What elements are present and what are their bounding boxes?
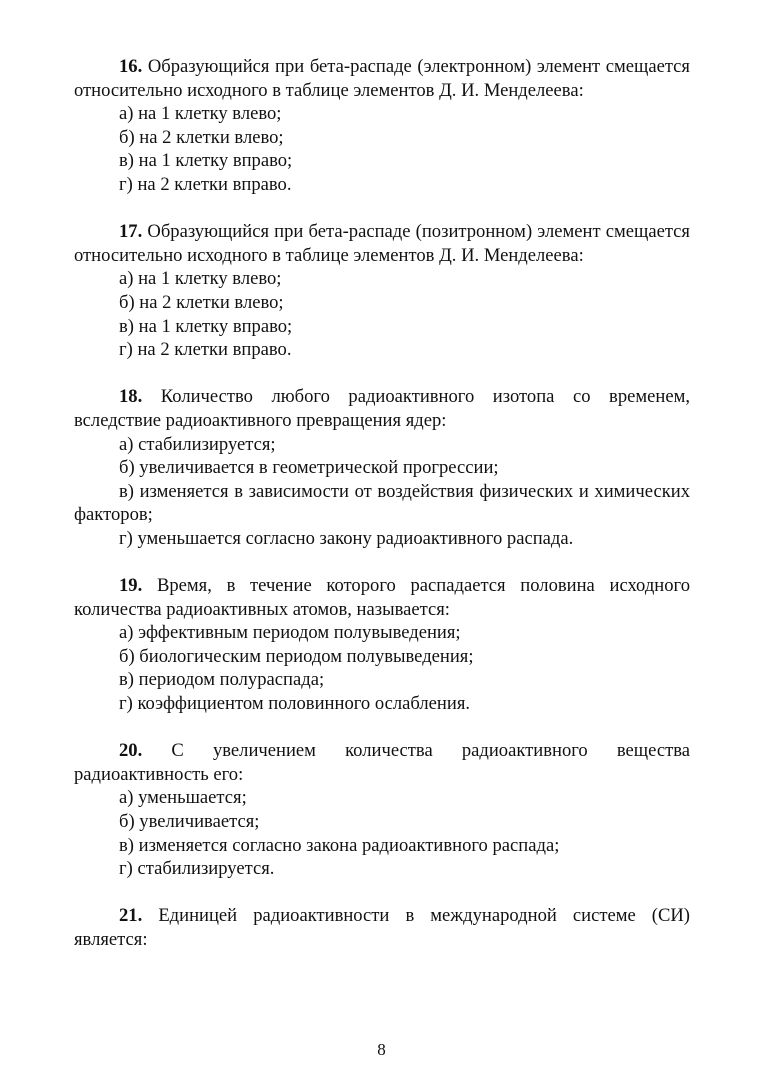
- answer-option: в) изменяется в зависимости от воздействия физических и химических факторов;: [74, 480, 690, 526]
- answer-options: [74, 621, 690, 715]
- answer-option: б) на 2 клетки влево;: [119, 126, 284, 148]
- answer-option: б) на 2 клетки влево;: [119, 291, 284, 313]
- question-text: Время, в течение которого распадается половина исходного количества радиоактивных атомов, называется:: [74, 575, 690, 620]
- answer-option: в) на 1 клетку вправо;: [119, 150, 293, 172]
- question-stem: [74, 574, 690, 621]
- question-stem: [74, 385, 690, 432]
- answer-option: г) стабилизируется.: [119, 858, 275, 880]
- question-stem: [74, 55, 690, 102]
- question-16: [74, 55, 690, 197]
- answer-option: г) коэффициентом половинного ослабления.: [119, 693, 471, 715]
- question-17: [74, 220, 690, 362]
- answer-options: [74, 102, 690, 196]
- answer-option: в) на 1 клетку вправо;: [119, 315, 293, 337]
- answer-options: [74, 786, 690, 880]
- page-number: 8: [377, 1040, 386, 1059]
- question-stem: [74, 904, 690, 951]
- answer-option: а) эффективным периодом полувыведения;: [119, 622, 461, 644]
- answer-option: г) уменьшается согласно закону радиоактивного распада.: [119, 527, 574, 549]
- answer-option: б) увеличивается;: [119, 811, 260, 832]
- question-number: 21.: [119, 905, 143, 927]
- answer-option: г) на 2 клетки вправо.: [119, 173, 292, 195]
- question-18: [74, 385, 690, 550]
- answer-options: [74, 267, 690, 361]
- answer-option: б) биологическим периодом полувыведения;: [119, 645, 474, 667]
- answer-option: а) уменьшается;: [119, 787, 247, 809]
- page-content: [74, 55, 690, 975]
- question-text: Единицей радиоактивности в международной системе (СИ) является:: [74, 905, 690, 950]
- answer-option: в) изменяется согласно закона радиоактивного распада;: [119, 834, 560, 856]
- question-text: Образующийся при бета-распаде (позитронном) элемент смещается относительно исходного в таблице элементов Д. И. Менделеева:: [74, 221, 690, 266]
- answer-option: а) стабилизируется;: [119, 433, 276, 455]
- question-stem: [74, 739, 690, 786]
- answer-option: в) периодом полураспада;: [119, 669, 325, 691]
- question-19: [74, 574, 690, 716]
- answer-option: б) увеличивается в геометрической прогрессии;: [119, 457, 499, 479]
- question-21: [74, 904, 690, 951]
- question-text: Количество любого радиоактивного изотопа со временем, вследствие радиоактивного превращения ядер:: [74, 386, 691, 431]
- question-number: 18.: [119, 386, 143, 408]
- question-number: 20.: [119, 740, 143, 762]
- question-number: 17.: [119, 221, 143, 243]
- answer-options: [74, 433, 690, 551]
- question-text: С увеличением количества радиоактивного вещества радиоактивность его:: [74, 740, 690, 785]
- question-20: [74, 739, 690, 881]
- question-number: 19.: [119, 575, 143, 597]
- question-text: Образующийся при бета-распаде (электронном) элемент смещается относительно исходного в таблице элементов Д. И. Менделеева:: [74, 56, 690, 101]
- question-number: 16.: [119, 56, 143, 77]
- answer-option: а) на 1 клетку влево;: [119, 103, 282, 125]
- answer-option: а) на 1 клетку влево;: [119, 268, 282, 290]
- question-stem: [74, 220, 690, 267]
- answer-option: г) на 2 клетки вправо.: [119, 339, 292, 361]
